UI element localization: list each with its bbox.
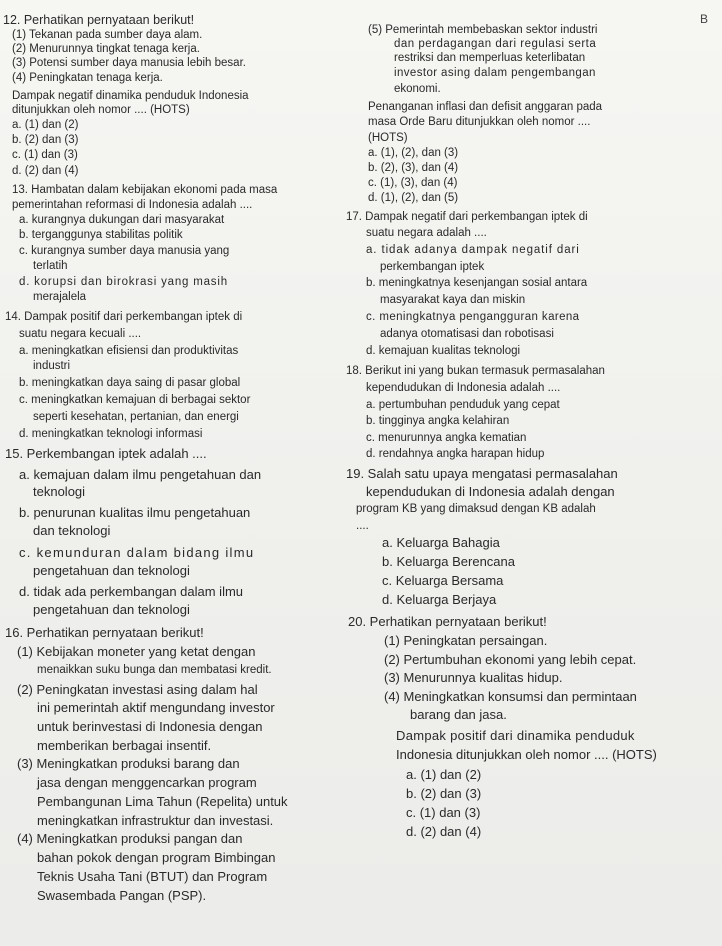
q16-line-9: Pembangunan Lima Tahun (Repelita) untuk (37, 794, 288, 809)
q17-option-a: a. tidak adanya dampak negatif dari (366, 244, 580, 256)
q13-option-b: b. terganggunya stabilitas politik (19, 229, 183, 241)
q13-stem-1: 13. Hambatan dalam kebijakan ekonomi pada masa (12, 184, 278, 196)
q14-option-d: d. meningkatkan teknologi informasi (19, 428, 203, 440)
q16-line-7: (3) Meningkatkan produksi barang dan (17, 756, 240, 771)
q18-option-d: d. rendahnya angka harapan hidup (366, 448, 545, 460)
q16-line-1: (1) Kebijakan moneter yang ketat dengan (17, 644, 256, 659)
q15-option-b-cont: dan teknologi (33, 523, 111, 538)
q14-stem-1: 14. Dampak positif dari perkembangan iptek di (5, 311, 243, 323)
q20-item-2: (2) Pertumbuhan ekonomi yang lebih cepat. (384, 652, 637, 667)
q19-option-d: d. Keluarga Berjaya (382, 592, 497, 607)
q12-stem-2: ditunjukkan oleh nomor .... (HOTS) (12, 104, 190, 116)
q17-option-b-cont: masyarakat kaya dan miskin (380, 294, 526, 306)
q15-option-a-cont: teknologi (33, 484, 86, 499)
q16-line-2: menaikkan suku bunga dan membatasi kredit. (37, 664, 272, 676)
q18-stem-1: 18. Berikut ini yang bukan termasuk permasalahan (346, 365, 605, 377)
q12-item-1: (1) Tekanan pada sumber daya alam. (12, 29, 203, 41)
q19-stem-3: program KB yang dimaksud dengan KB adalah (356, 503, 596, 515)
q12-item-5-line-4: investor asing dalam pengembangan (394, 67, 596, 79)
q12-item-5-line-3: restriksi dan memperluas keterlibatan (394, 52, 586, 64)
q20-stem-1: Dampak positif dari dinamika penduduk (396, 728, 635, 743)
q19-option-b: b. Keluarga Berencana (382, 554, 515, 569)
q19-option-a: a. Keluarga Bahagia (382, 535, 500, 550)
q17-stem-1: 17. Dampak negatif dari perkembangan iptek di (346, 211, 588, 223)
q16-line-6: memberikan berbagai insentif. (37, 738, 212, 753)
q17-option-d: d. kemajuan kualitas teknologi (366, 345, 521, 357)
q13-option-d: d. korupsi dan birokrasi yang masih (19, 276, 228, 288)
q12-option-d: d. (2) dan (4) (12, 165, 79, 177)
q12-item-3: (3) Potensi sumber daya manusia lebih besar. (12, 57, 246, 69)
q18-stem-2: kependudukan di Indonesia adalah .... (366, 382, 561, 394)
edge-mark: B (700, 12, 709, 26)
q16-line-11: (4) Meningkatkan produksi pangan dan (17, 831, 243, 846)
q19-stem-4: .... (356, 520, 369, 532)
q15-option-c-cont: pengetahuan dan teknologi (33, 563, 190, 578)
q18-option-c: c. menurunnya angka kematian (366, 432, 527, 444)
q12-item-4: (4) Peningkatan tenaga kerja. (12, 72, 163, 84)
q16-line-14: Swasembada Pangan (PSP). (37, 888, 207, 903)
q15-stem: 15. Perkembangan iptek adalah .... (5, 446, 207, 461)
q12-item-5-line-2: dan perdagangan dari regulasi serta (394, 38, 597, 50)
q14-option-a: a. meningkatkan efisiensi dan produktivitas (19, 345, 239, 357)
q12-option-b: b. (2) dan (3) (12, 134, 79, 146)
q12-item-5-line-1: (5) Pemerintah membebaskan sektor industri (368, 24, 598, 36)
q17-stem-2: suatu negara adalah .... (366, 227, 487, 239)
q20-title: 20. Perhatikan pernyataan berikut! (348, 614, 547, 629)
q14-stem-2: suatu negara kecuali .... (19, 328, 142, 340)
q15-option-a: a. kemajuan dalam ilmu pengetahuan dan (19, 467, 262, 482)
q20-item-4-cont: barang dan jasa. (410, 707, 507, 722)
q12-title: 12. Perhatikan pernyataan berikut! (3, 13, 195, 27)
q19-option-c: c. Keluarga Bersama (382, 573, 504, 588)
q12-item-2: (2) Menurunnya tingkat tenaga kerja. (12, 43, 200, 55)
q17-option-a-cont: perkembangan iptek (380, 261, 485, 273)
q15-option-d-cont: pengetahuan dan teknologi (33, 602, 190, 617)
q20-item-4: (4) Meningkatkan konsumsi dan permintaan (384, 689, 637, 704)
q17-option-c: c. meningkatnya pengangguran karena (366, 311, 580, 323)
q16-line-10: meningkatkan infrastruktur dan investasi. (37, 813, 274, 828)
q15-option-c: c. kemunduran dalam bidang ilmu (19, 545, 255, 560)
q12-item-5-line-5: ekonomi. (394, 83, 441, 95)
q20-item-1: (1) Peningkatan persaingan. (384, 633, 548, 648)
q17-option-c-cont: adanya otomatisasi dan robotisasi (380, 328, 554, 340)
q14-option-a-cont: industri (33, 360, 71, 372)
q15-option-d: d. tidak ada perkembangan dalam ilmu (19, 584, 244, 599)
q20-option-a: a. (1) dan (2) (406, 767, 482, 782)
qinflasi-option-d: d. (1), (2), dan (5) (368, 192, 459, 204)
q18-option-a: a. pertumbuhan penduduk yang cepat (366, 399, 560, 411)
q13-stem-2: pemerintahan reformasi di Indonesia adalah .... (12, 199, 253, 211)
q14-option-c: c. meningkatkan kemajuan di berbagai sektor (19, 394, 251, 406)
q13-option-d-cont: merajalela (33, 291, 87, 303)
q12-stem-1: Dampak negatif dinamika penduduk Indonesia (12, 90, 249, 102)
q19-stem-2: kependudukan di Indonesia adalah dengan (366, 484, 615, 499)
qinflasi-stem-1: Penanganan inflasi dan defisit anggaran pada (368, 101, 603, 113)
q17-option-b: b. meningkatnya kesenjangan sosial antara (366, 277, 588, 289)
q14-option-b: b. meningkatkan daya saing di pasar global (19, 377, 241, 389)
q13-option-c-cont: terlatih (33, 260, 68, 272)
q16-line-3: (2) Peningkatan investasi asing dalam hal (17, 682, 258, 697)
q19-stem-1: 19. Salah satu upaya mengatasi permasalahan (346, 466, 618, 481)
q20-option-c: c. (1) dan (3) (406, 805, 481, 820)
qinflasi-option-c: c. (1), (3), dan (4) (368, 177, 458, 189)
q14-option-c-cont: seperti kesehatan, pertanian, dan energi (33, 411, 239, 423)
q16-line-8: jasa dengan menggencarkan program (37, 775, 257, 790)
q16-line-13: Teknis Usaha Tani (BTUT) dan Program (37, 869, 268, 884)
qinflasi-stem-3: (HOTS) (368, 132, 408, 144)
q16-line-4: ini pemerintah aktif mengundang investor (37, 700, 275, 715)
q20-option-b: b. (2) dan (3) (406, 786, 482, 801)
qinflasi-option-a: a. (1), (2), dan (3) (368, 147, 459, 159)
qinflasi-stem-2: masa Orde Baru ditunjukkan oleh nomor .... (368, 116, 591, 128)
q13-option-c: c. kurangnya sumber daya manusia yang (19, 245, 230, 257)
q16-title: 16. Perhatikan pernyataan berikut! (5, 625, 204, 640)
q20-item-3: (3) Menurunnya kualitas hidup. (384, 670, 563, 685)
q13-option-a: a. kurangnya dukungan dari masyarakat (19, 214, 225, 226)
q12-option-c: c. (1) dan (3) (12, 149, 78, 161)
q12-option-a: a. (1) dan (2) (12, 119, 79, 131)
qinflasi-option-b: b. (2), (3), dan (4) (368, 162, 459, 174)
q20-stem-2: Indonesia ditunjukkan oleh nomor .... (HOTS) (396, 747, 657, 762)
q15-option-b: b. penurunan kualitas ilmu pengetahuan (19, 505, 251, 520)
q20-option-d: d. (2) dan (4) (406, 824, 482, 839)
q16-line-5: untuk berinvestasi di Indonesia dengan (37, 719, 263, 734)
q16-line-12: bahan pokok dengan program Bimbingan (37, 850, 276, 865)
q18-option-b: b. tingginya angka kelahiran (366, 415, 510, 427)
